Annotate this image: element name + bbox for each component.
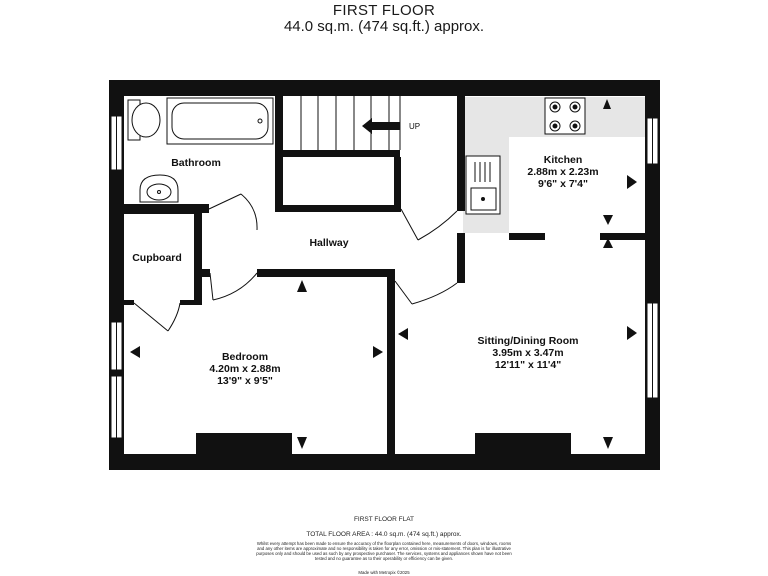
footer-title: FIRST FLOOR FLAT — [353, 516, 415, 523]
footer-made-with: Made with Metropix ©2025 — [358, 570, 410, 575]
kitchen-metric: 2.88m x 2.23m — [527, 166, 599, 178]
hob — [545, 98, 585, 134]
bathtub — [167, 98, 273, 144]
bedroom-label: Bedroom — [221, 351, 269, 363]
floor-title: FIRST FLOOR — [332, 2, 436, 19]
sitting-room-metric: 3.95m x 3.47m — [492, 347, 564, 359]
wash-basin — [140, 175, 178, 202]
toilet — [128, 100, 160, 140]
bedroom-metric: 4.20m x 2.88m — [209, 363, 281, 375]
bathroom-label: Bathroom — [171, 157, 221, 169]
sitting-room-label: Sitting/Dining Room — [477, 335, 579, 347]
sitting-room-imperial: 12'11" x 11'4" — [494, 359, 562, 371]
kitchen-label: Kitchen — [543, 154, 583, 166]
bedroom-radiator — [196, 433, 292, 454]
doors — [134, 194, 457, 331]
hallway-label: Hallway — [309, 237, 349, 249]
kitchen-imperial: 9'6" x 7'4" — [538, 178, 588, 190]
bedroom-imperial: 13'9" x 9'5" — [217, 375, 273, 387]
interior-walls — [124, 96, 645, 454]
floor-area: 44.0 sq.m. (474 sq.ft.) approx. — [283, 18, 485, 35]
kitchen-sink — [466, 156, 500, 214]
footer-total-area: TOTAL FLOOR AREA : 44.0 sq.m. (474 sq.ft.) approx. — [306, 531, 462, 538]
footer-disclaimer: Whilst every attempt has been made to ensure the accuracy of the floorplan contained here, measurements of doors, windows, rooms and any other items are approximate and no responsibility is taken for any error, omission or mis-statement. This plan is for illustrative purposes only and should be used as such by any prospective purchaser. The services, systems and appliances shown have not been tested and no guarantee as to their operability or efficiency can be given. — [256, 541, 512, 561]
cupboard-label: Cupboard — [132, 252, 182, 264]
sitting-radiator — [475, 433, 571, 454]
stairs-arrow-icon — [362, 118, 400, 134]
stairs-label: UP — [409, 122, 421, 131]
